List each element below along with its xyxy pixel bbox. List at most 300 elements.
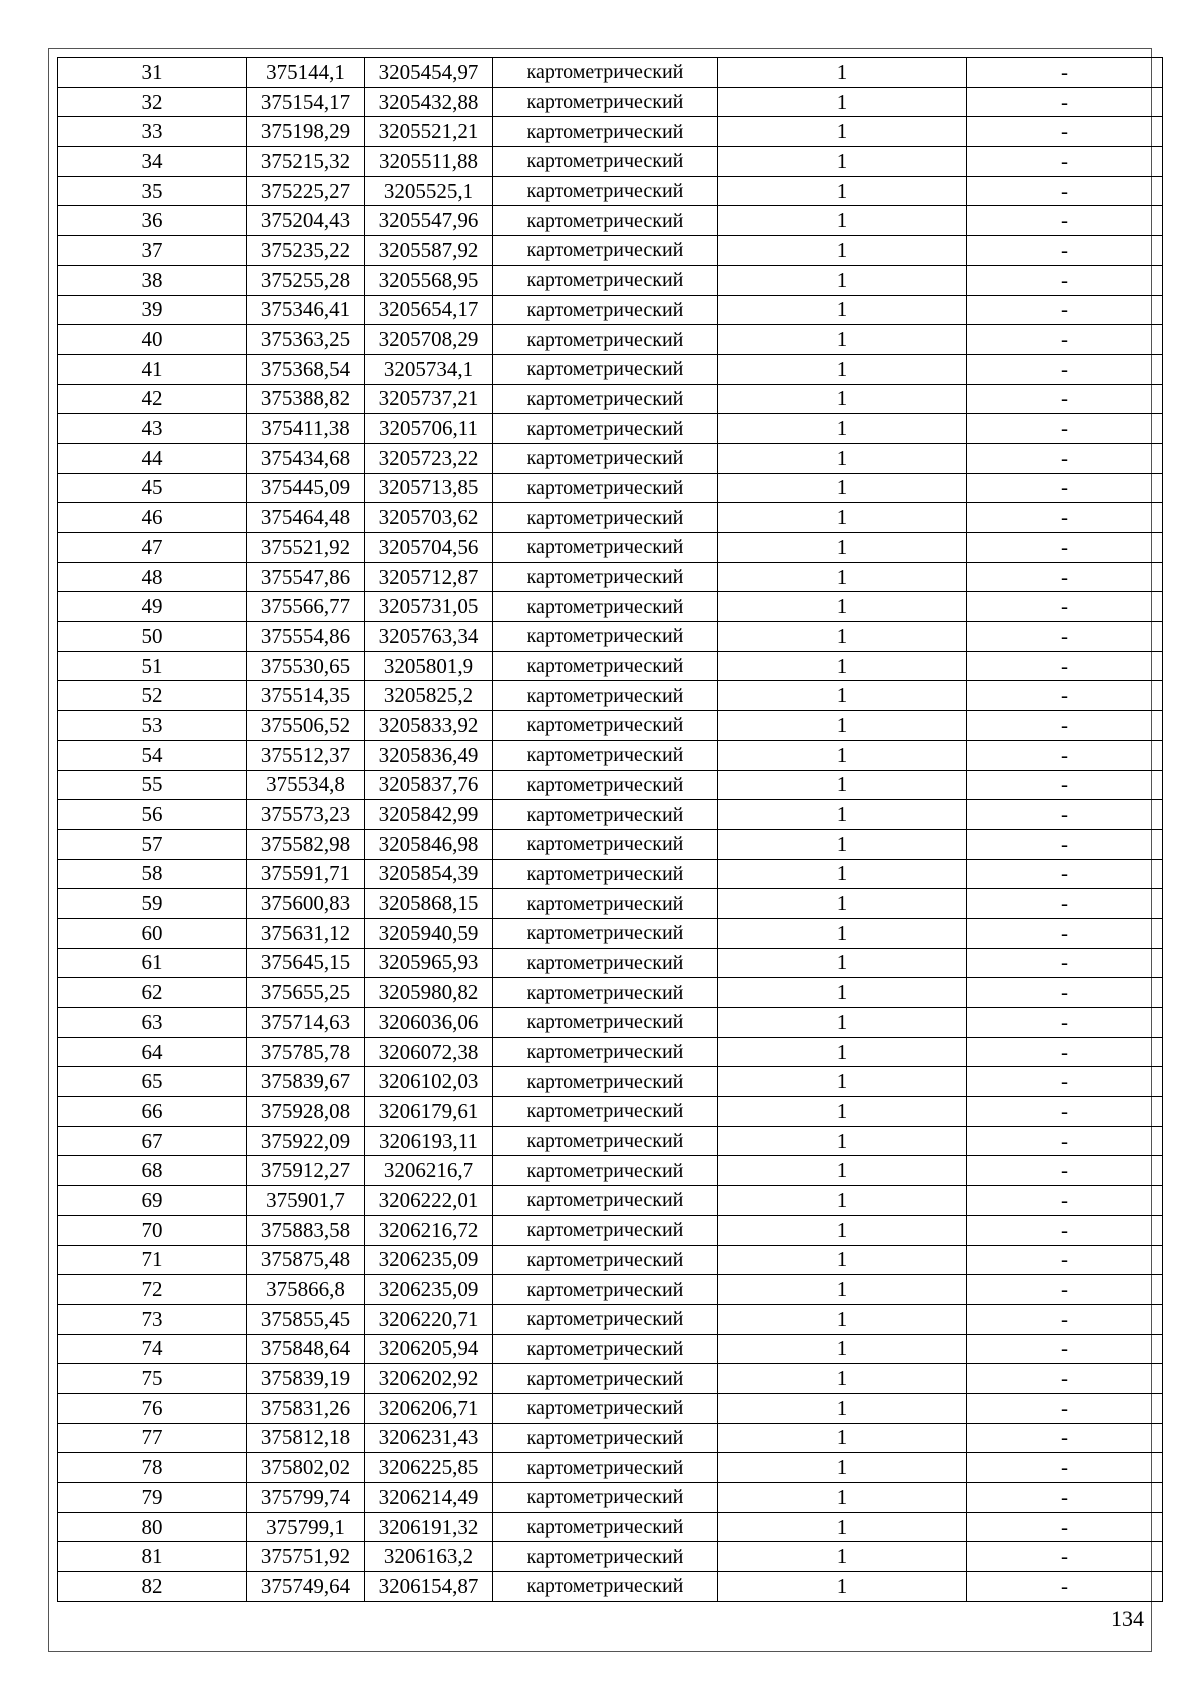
coordinates-table xyxy=(57,57,1163,1602)
accuracy-cell: 1 xyxy=(718,58,967,88)
note-cell: - xyxy=(967,1512,1163,1542)
point-number-cell: 77 xyxy=(58,1423,247,1453)
point-number-cell: 60 xyxy=(58,918,247,948)
point-number-cell: 76 xyxy=(58,1393,247,1423)
note-cell: - xyxy=(967,859,1163,889)
x-coordinate-cell: 375144,1 xyxy=(247,58,365,88)
method-cell: картометрический xyxy=(493,147,718,177)
method-cell: картометрический xyxy=(493,503,718,533)
point-number-cell: 69 xyxy=(58,1186,247,1216)
x-coordinate-cell: 375901,7 xyxy=(247,1186,365,1216)
x-coordinate-cell: 375506,52 xyxy=(247,711,365,741)
note-cell: - xyxy=(967,711,1163,741)
table-row xyxy=(58,859,1163,889)
table-row xyxy=(58,918,1163,948)
x-coordinate-cell: 375154,17 xyxy=(247,87,365,117)
method-cell: картометрический xyxy=(493,1126,718,1156)
method-cell: картометрический xyxy=(493,1037,718,1067)
table-row xyxy=(58,770,1163,800)
x-coordinate-cell: 375521,92 xyxy=(247,533,365,563)
y-coordinate-cell: 3205940,59 xyxy=(365,918,493,948)
point-number-cell: 67 xyxy=(58,1126,247,1156)
y-coordinate-cell: 3205511,88 xyxy=(365,147,493,177)
accuracy-cell: 1 xyxy=(718,295,967,325)
method-cell: картометрический xyxy=(493,1186,718,1216)
accuracy-cell: 1 xyxy=(718,1008,967,1038)
method-cell: картометрический xyxy=(493,562,718,592)
y-coordinate-cell: 3205763,34 xyxy=(365,622,493,652)
table-row xyxy=(58,533,1163,563)
note-cell: - xyxy=(967,236,1163,266)
note-cell: - xyxy=(967,948,1163,978)
point-number-cell: 64 xyxy=(58,1037,247,1067)
x-coordinate-cell: 375922,09 xyxy=(247,1126,365,1156)
x-coordinate-cell: 375751,92 xyxy=(247,1542,365,1572)
note-cell: - xyxy=(967,1304,1163,1334)
point-number-cell: 79 xyxy=(58,1483,247,1513)
x-coordinate-cell: 375215,32 xyxy=(247,147,365,177)
accuracy-cell: 1 xyxy=(718,176,967,206)
coordinates-table-body xyxy=(58,58,1163,1602)
x-coordinate-cell: 375566,77 xyxy=(247,592,365,622)
method-cell: картометрический xyxy=(493,1572,718,1602)
x-coordinate-cell: 375225,27 xyxy=(247,176,365,206)
x-coordinate-cell: 375411,38 xyxy=(247,414,365,444)
note-cell: - xyxy=(967,473,1163,503)
point-number-cell: 39 xyxy=(58,295,247,325)
accuracy-cell: 1 xyxy=(718,117,967,147)
accuracy-cell: 1 xyxy=(718,325,967,355)
point-number-cell: 55 xyxy=(58,770,247,800)
note-cell: - xyxy=(967,978,1163,1008)
accuracy-cell: 1 xyxy=(718,147,967,177)
table-row xyxy=(58,1186,1163,1216)
method-cell: картометрический xyxy=(493,800,718,830)
method-cell: картометрический xyxy=(493,1215,718,1245)
x-coordinate-cell: 375573,23 xyxy=(247,800,365,830)
y-coordinate-cell: 3205846,98 xyxy=(365,829,493,859)
y-coordinate-cell: 3206193,11 xyxy=(365,1126,493,1156)
x-coordinate-cell: 375875,48 xyxy=(247,1245,365,1275)
x-coordinate-cell: 375749,64 xyxy=(247,1572,365,1602)
x-coordinate-cell: 375554,86 xyxy=(247,622,365,652)
note-cell: - xyxy=(967,681,1163,711)
note-cell: - xyxy=(967,918,1163,948)
accuracy-cell: 1 xyxy=(718,1156,967,1186)
x-coordinate-cell: 375534,8 xyxy=(247,770,365,800)
table-row xyxy=(58,1542,1163,1572)
y-coordinate-cell: 3205734,1 xyxy=(365,354,493,384)
point-number-cell: 65 xyxy=(58,1067,247,1097)
method-cell: картометрический xyxy=(493,770,718,800)
accuracy-cell: 1 xyxy=(718,503,967,533)
table-row xyxy=(58,1245,1163,1275)
accuracy-cell: 1 xyxy=(718,1364,967,1394)
x-coordinate-cell: 375388,82 xyxy=(247,384,365,414)
y-coordinate-cell: 3206214,49 xyxy=(365,1483,493,1513)
page-number: 134 xyxy=(1111,1606,1144,1631)
method-cell: картометрический xyxy=(493,859,718,889)
point-number-cell: 35 xyxy=(58,176,247,206)
y-coordinate-cell: 3205432,88 xyxy=(365,87,493,117)
method-cell: картометрический xyxy=(493,1097,718,1127)
note-cell: - xyxy=(967,740,1163,770)
accuracy-cell: 1 xyxy=(718,1512,967,1542)
note-cell: - xyxy=(967,889,1163,919)
table-row xyxy=(58,265,1163,295)
note-cell: - xyxy=(967,1275,1163,1305)
x-coordinate-cell: 375883,58 xyxy=(247,1215,365,1245)
note-cell: - xyxy=(967,443,1163,473)
table-row xyxy=(58,1304,1163,1334)
accuracy-cell: 1 xyxy=(718,978,967,1008)
accuracy-cell: 1 xyxy=(718,533,967,563)
y-coordinate-cell: 3206231,43 xyxy=(365,1423,493,1453)
x-coordinate-cell: 375434,68 xyxy=(247,443,365,473)
accuracy-cell: 1 xyxy=(718,1186,967,1216)
table-row xyxy=(58,1037,1163,1067)
accuracy-cell: 1 xyxy=(718,1542,967,1572)
x-coordinate-cell: 375839,67 xyxy=(247,1067,365,1097)
method-cell: картометрический xyxy=(493,740,718,770)
point-number-cell: 57 xyxy=(58,829,247,859)
accuracy-cell: 1 xyxy=(718,1423,967,1453)
x-coordinate-cell: 375831,26 xyxy=(247,1393,365,1423)
note-cell: - xyxy=(967,176,1163,206)
x-coordinate-cell: 375255,28 xyxy=(247,265,365,295)
accuracy-cell: 1 xyxy=(718,889,967,919)
table-row xyxy=(58,206,1163,236)
y-coordinate-cell: 3205587,92 xyxy=(365,236,493,266)
accuracy-cell: 1 xyxy=(718,948,967,978)
accuracy-cell: 1 xyxy=(718,681,967,711)
point-number-cell: 33 xyxy=(58,117,247,147)
accuracy-cell: 1 xyxy=(718,473,967,503)
note-cell: - xyxy=(967,533,1163,563)
table-row xyxy=(58,1126,1163,1156)
table-row xyxy=(58,1572,1163,1602)
y-coordinate-cell: 3205980,82 xyxy=(365,978,493,1008)
x-coordinate-cell: 375204,43 xyxy=(247,206,365,236)
y-coordinate-cell: 3205454,97 xyxy=(365,58,493,88)
table-row xyxy=(58,1156,1163,1186)
x-coordinate-cell: 375802,02 xyxy=(247,1453,365,1483)
point-number-cell: 44 xyxy=(58,443,247,473)
note-cell: - xyxy=(967,414,1163,444)
y-coordinate-cell: 3205842,99 xyxy=(365,800,493,830)
method-cell: картометрический xyxy=(493,651,718,681)
point-number-cell: 78 xyxy=(58,1453,247,1483)
y-coordinate-cell: 3206202,92 xyxy=(365,1364,493,1394)
method-cell: картометрический xyxy=(493,1008,718,1038)
table-row xyxy=(58,681,1163,711)
y-coordinate-cell: 3205525,1 xyxy=(365,176,493,206)
method-cell: картометрический xyxy=(493,1542,718,1572)
accuracy-cell: 1 xyxy=(718,414,967,444)
y-coordinate-cell: 3206222,01 xyxy=(365,1186,493,1216)
point-number-cell: 49 xyxy=(58,592,247,622)
accuracy-cell: 1 xyxy=(718,443,967,473)
method-cell: картометрический xyxy=(493,473,718,503)
accuracy-cell: 1 xyxy=(718,1483,967,1513)
point-number-cell: 53 xyxy=(58,711,247,741)
table-row xyxy=(58,1364,1163,1394)
point-number-cell: 51 xyxy=(58,651,247,681)
table-row xyxy=(58,1393,1163,1423)
y-coordinate-cell: 3205737,21 xyxy=(365,384,493,414)
method-cell: картометрический xyxy=(493,711,718,741)
x-coordinate-cell: 375530,65 xyxy=(247,651,365,681)
point-number-cell: 66 xyxy=(58,1097,247,1127)
note-cell: - xyxy=(967,1483,1163,1513)
note-cell: - xyxy=(967,147,1163,177)
method-cell: картометрический xyxy=(493,1067,718,1097)
x-coordinate-cell: 375547,86 xyxy=(247,562,365,592)
table-row xyxy=(58,1334,1163,1364)
accuracy-cell: 1 xyxy=(718,1304,967,1334)
accuracy-cell: 1 xyxy=(718,1037,967,1067)
note-cell: - xyxy=(967,117,1163,147)
y-coordinate-cell: 3206179,61 xyxy=(365,1097,493,1127)
accuracy-cell: 1 xyxy=(718,1126,967,1156)
x-coordinate-cell: 375839,19 xyxy=(247,1364,365,1394)
accuracy-cell: 1 xyxy=(718,206,967,236)
y-coordinate-cell: 3205703,62 xyxy=(365,503,493,533)
table-row xyxy=(58,948,1163,978)
point-number-cell: 63 xyxy=(58,1008,247,1038)
point-number-cell: 32 xyxy=(58,87,247,117)
table-row xyxy=(58,1067,1163,1097)
x-coordinate-cell: 375363,25 xyxy=(247,325,365,355)
method-cell: картометрический xyxy=(493,384,718,414)
note-cell: - xyxy=(967,1423,1163,1453)
note-cell: - xyxy=(967,1245,1163,1275)
method-cell: картометрический xyxy=(493,236,718,266)
method-cell: картометрический xyxy=(493,1453,718,1483)
note-cell: - xyxy=(967,1008,1163,1038)
note-cell: - xyxy=(967,1334,1163,1364)
point-number-cell: 61 xyxy=(58,948,247,978)
accuracy-cell: 1 xyxy=(718,1275,967,1305)
method-cell: картометрический xyxy=(493,206,718,236)
y-coordinate-cell: 3206163,2 xyxy=(365,1542,493,1572)
x-coordinate-cell: 375912,27 xyxy=(247,1156,365,1186)
accuracy-cell: 1 xyxy=(718,1245,967,1275)
method-cell: картометрический xyxy=(493,918,718,948)
point-number-cell: 74 xyxy=(58,1334,247,1364)
method-cell: картометрический xyxy=(493,1512,718,1542)
y-coordinate-cell: 3206225,85 xyxy=(365,1453,493,1483)
note-cell: - xyxy=(967,1156,1163,1186)
table-row xyxy=(58,176,1163,206)
y-coordinate-cell: 3205723,22 xyxy=(365,443,493,473)
method-cell: картометрический xyxy=(493,354,718,384)
point-number-cell: 34 xyxy=(58,147,247,177)
table-row xyxy=(58,592,1163,622)
point-number-cell: 46 xyxy=(58,503,247,533)
point-number-cell: 59 xyxy=(58,889,247,919)
y-coordinate-cell: 3205836,49 xyxy=(365,740,493,770)
accuracy-cell: 1 xyxy=(718,592,967,622)
method-cell: картометрический xyxy=(493,87,718,117)
table-row xyxy=(58,384,1163,414)
x-coordinate-cell: 375445,09 xyxy=(247,473,365,503)
table-row xyxy=(58,1423,1163,1453)
method-cell: картометрический xyxy=(493,1334,718,1364)
x-coordinate-cell: 375714,63 xyxy=(247,1008,365,1038)
y-coordinate-cell: 3205712,87 xyxy=(365,562,493,592)
table-row xyxy=(58,562,1163,592)
table-row xyxy=(58,503,1163,533)
accuracy-cell: 1 xyxy=(718,800,967,830)
method-cell: картометрический xyxy=(493,1393,718,1423)
accuracy-cell: 1 xyxy=(718,1453,967,1483)
point-number-cell: 58 xyxy=(58,859,247,889)
method-cell: картометрический xyxy=(493,681,718,711)
y-coordinate-cell: 3205654,17 xyxy=(365,295,493,325)
point-number-cell: 82 xyxy=(58,1572,247,1602)
note-cell: - xyxy=(967,1186,1163,1216)
method-cell: картометрический xyxy=(493,1364,718,1394)
note-cell: - xyxy=(967,1364,1163,1394)
y-coordinate-cell: 3205547,96 xyxy=(365,206,493,236)
y-coordinate-cell: 3206036,06 xyxy=(365,1008,493,1038)
point-number-cell: 40 xyxy=(58,325,247,355)
table-row xyxy=(58,414,1163,444)
method-cell: картометрический xyxy=(493,948,718,978)
table-row xyxy=(58,325,1163,355)
y-coordinate-cell: 3205854,39 xyxy=(365,859,493,889)
accuracy-cell: 1 xyxy=(718,236,967,266)
y-coordinate-cell: 3206235,09 xyxy=(365,1275,493,1305)
note-cell: - xyxy=(967,354,1163,384)
table-row xyxy=(58,651,1163,681)
point-number-cell: 71 xyxy=(58,1245,247,1275)
note-cell: - xyxy=(967,206,1163,236)
table-row xyxy=(58,236,1163,266)
method-cell: картометрический xyxy=(493,1483,718,1513)
point-number-cell: 54 xyxy=(58,740,247,770)
accuracy-cell: 1 xyxy=(718,859,967,889)
x-coordinate-cell: 375235,22 xyxy=(247,236,365,266)
table-row xyxy=(58,1215,1163,1245)
y-coordinate-cell: 3206154,87 xyxy=(365,1572,493,1602)
point-number-cell: 45 xyxy=(58,473,247,503)
x-coordinate-cell: 375464,48 xyxy=(247,503,365,533)
point-number-cell: 38 xyxy=(58,265,247,295)
point-number-cell: 75 xyxy=(58,1364,247,1394)
x-coordinate-cell: 375631,12 xyxy=(247,918,365,948)
table-row xyxy=(58,443,1163,473)
method-cell: картометрический xyxy=(493,1156,718,1186)
table-row xyxy=(58,473,1163,503)
accuracy-cell: 1 xyxy=(718,770,967,800)
accuracy-cell: 1 xyxy=(718,651,967,681)
table-row xyxy=(58,1483,1163,1513)
note-cell: - xyxy=(967,265,1163,295)
method-cell: картометрический xyxy=(493,265,718,295)
table-row xyxy=(58,740,1163,770)
note-cell: - xyxy=(967,325,1163,355)
method-cell: картометрический xyxy=(493,829,718,859)
y-coordinate-cell: 3206216,7 xyxy=(365,1156,493,1186)
x-coordinate-cell: 375512,37 xyxy=(247,740,365,770)
point-number-cell: 48 xyxy=(58,562,247,592)
y-coordinate-cell: 3205868,15 xyxy=(365,889,493,919)
x-coordinate-cell: 375600,83 xyxy=(247,889,365,919)
y-coordinate-cell: 3205731,05 xyxy=(365,592,493,622)
y-coordinate-cell: 3205521,21 xyxy=(365,117,493,147)
x-coordinate-cell: 375591,71 xyxy=(247,859,365,889)
table-row xyxy=(58,829,1163,859)
accuracy-cell: 1 xyxy=(718,622,967,652)
y-coordinate-cell: 3205837,76 xyxy=(365,770,493,800)
y-coordinate-cell: 3205965,93 xyxy=(365,948,493,978)
y-coordinate-cell: 3205713,85 xyxy=(365,473,493,503)
point-number-cell: 31 xyxy=(58,58,247,88)
table-row xyxy=(58,295,1163,325)
note-cell: - xyxy=(967,58,1163,88)
accuracy-cell: 1 xyxy=(718,918,967,948)
method-cell: картометрический xyxy=(493,176,718,206)
x-coordinate-cell: 375799,74 xyxy=(247,1483,365,1513)
accuracy-cell: 1 xyxy=(718,265,967,295)
note-cell: - xyxy=(967,384,1163,414)
point-number-cell: 50 xyxy=(58,622,247,652)
note-cell: - xyxy=(967,1453,1163,1483)
note-cell: - xyxy=(967,1572,1163,1602)
table-row xyxy=(58,711,1163,741)
x-coordinate-cell: 375645,15 xyxy=(247,948,365,978)
method-cell: картометрический xyxy=(493,592,718,622)
accuracy-cell: 1 xyxy=(718,1334,967,1364)
x-coordinate-cell: 375799,1 xyxy=(247,1512,365,1542)
accuracy-cell: 1 xyxy=(718,711,967,741)
note-cell: - xyxy=(967,1126,1163,1156)
accuracy-cell: 1 xyxy=(718,740,967,770)
table-row xyxy=(58,978,1163,1008)
method-cell: картометрический xyxy=(493,1304,718,1334)
note-cell: - xyxy=(967,1067,1163,1097)
point-number-cell: 52 xyxy=(58,681,247,711)
note-cell: - xyxy=(967,1037,1163,1067)
method-cell: картометрический xyxy=(493,117,718,147)
table-row xyxy=(58,1097,1163,1127)
method-cell: картометрический xyxy=(493,1423,718,1453)
accuracy-cell: 1 xyxy=(718,562,967,592)
y-coordinate-cell: 3205704,56 xyxy=(365,533,493,563)
note-cell: - xyxy=(967,87,1163,117)
table-row xyxy=(58,889,1163,919)
accuracy-cell: 1 xyxy=(718,1097,967,1127)
table-row xyxy=(58,1008,1163,1038)
y-coordinate-cell: 3206191,32 xyxy=(365,1512,493,1542)
x-coordinate-cell: 375848,64 xyxy=(247,1334,365,1364)
method-cell: картометрический xyxy=(493,978,718,1008)
method-cell: картометрический xyxy=(493,1245,718,1275)
y-coordinate-cell: 3206072,38 xyxy=(365,1037,493,1067)
note-cell: - xyxy=(967,1215,1163,1245)
note-cell: - xyxy=(967,651,1163,681)
x-coordinate-cell: 375655,25 xyxy=(247,978,365,1008)
method-cell: картометрический xyxy=(493,414,718,444)
method-cell: картометрический xyxy=(493,443,718,473)
accuracy-cell: 1 xyxy=(718,1393,967,1423)
x-coordinate-cell: 375368,54 xyxy=(247,354,365,384)
method-cell: картометрический xyxy=(493,533,718,563)
point-number-cell: 81 xyxy=(58,1542,247,1572)
point-number-cell: 62 xyxy=(58,978,247,1008)
